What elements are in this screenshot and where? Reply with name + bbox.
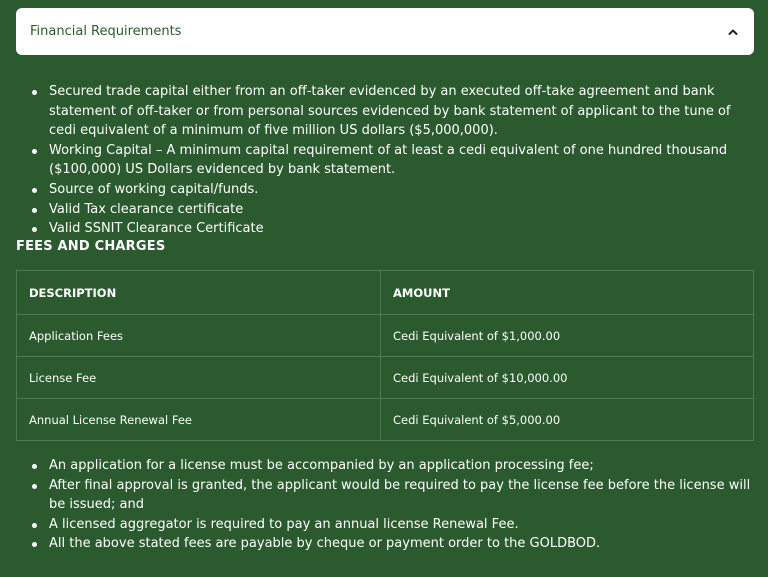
table-row — [17, 399, 754, 441]
table-header-row — [17, 271, 754, 315]
accordion-header-financial-requirements[interactable] — [16, 8, 754, 55]
fee-notes-list — [30, 456, 754, 554]
table-cell-description: Application Fees — [17, 315, 381, 357]
table-header-amount: AMOUNT — [381, 271, 754, 315]
table-cell-amount: Cedi Equivalent of $1,000.00 — [381, 315, 754, 357]
requirements-list — [30, 82, 754, 239]
list-item: Valid Tax clearance certificate — [30, 200, 754, 220]
table-header-description: DESCRIPTION — [17, 271, 381, 315]
table-cell-description: License Fee — [17, 357, 381, 399]
list-item: A licensed aggregator is required to pay an annual license Renewal Fee. — [30, 515, 754, 535]
table-cell-amount: Cedi Equivalent of $5,000.00 — [381, 399, 754, 441]
list-item: Secured trade capital either from an off-taker evidenced by an executed off-take agreement and bank statement of off-taker or from personal sources evidenced by bank statement of applicant to the tune of cedi equivalent of a minimum of five million US dollars ($5,000,000). — [30, 82, 754, 141]
list-item: After final approval is granted, the applicant would be required to pay the license fee before the license will be issued; and — [30, 476, 754, 515]
fees-section-heading: FEES AND CHARGES — [16, 239, 166, 254]
chevron-up-icon[interactable] — [726, 25, 740, 39]
table-row — [17, 357, 754, 399]
table-cell-description: Annual License Renewal Fee — [17, 399, 381, 441]
table-row — [17, 315, 754, 357]
list-item: Valid SSNIT Clearance Certificate — [30, 219, 754, 239]
accordion-title: Financial Requirements — [30, 24, 182, 39]
table-cell-amount: Cedi Equivalent of $10,000.00 — [381, 357, 754, 399]
fees-table — [16, 270, 754, 441]
list-item: Working Capital – A minimum capital requirement of at least a cedi equivalent of one hundred thousand ($100,000) US Dollars evidenced by bank statement. — [30, 141, 754, 180]
list-item: All the above stated fees are payable by cheque or payment order to the GOLDBOD. — [30, 534, 754, 554]
list-item: Source of working capital/funds. — [30, 180, 754, 200]
list-item: An application for a license must be accompanied by an application processing fee; — [30, 456, 754, 476]
